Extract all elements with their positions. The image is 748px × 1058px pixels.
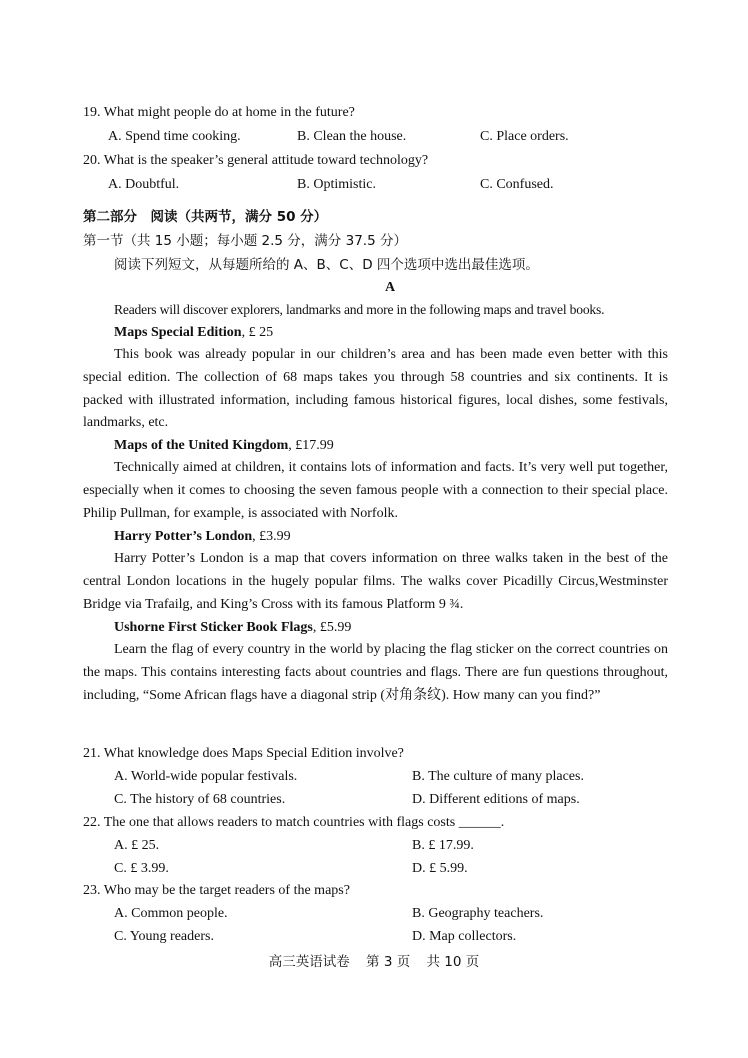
item-title-1: Maps Special Edition [114,325,242,340]
q22-option-c: C. £ 3.99. [114,861,169,876]
question-23: 23. Who may be the target readers of the maps? [83,883,350,898]
subsection-title: 第一节（共 15 小题；每小题 2.5 分，满分 37.5 分） [83,233,407,249]
passage-intro: Readers will discover explorers, landmarks and more in the following maps and travel books. [114,302,605,317]
q19-option-c: C. Place orders. [480,129,569,144]
item-text-1: This book was already popular in our children’s area and has been made even better with this special edition. The collection of 68 maps takes you through 58 countries and six continents. It is packed with illustrated information, including famous historical figures, local dishes, some festivals, landmarks, etc. [83,347,668,431]
item-title-4: Ushorne First Sticker Book Flags [114,620,313,635]
question-20: 20. What is the speaker’s general attitude toward technology? [83,153,429,168]
item-text-3: Harry Potter’s London is a map that covers information on three walks taken in the best of the central London locations in the hugely popular films. The walks cover Picadilly Circus,Westminster Bridge via Trafailg, and King’s Cross with its famous Platform 9 ¾. [83,551,668,612]
q21-option-b: B. The culture of many places. [412,769,584,784]
footer-total-pages: 共 10 页 [426,954,480,970]
item-text-2: Technically aimed at children, it contains lots of information and facts. It’s very well put together, especially when it comes to choosing the seven famous people with a connection to their special place. Philip Pullman, for example, is associated with Norfolk. [83,460,668,521]
footer-page-number: 第 3 页 [366,954,411,970]
q20-option-b: B. Optimistic. [297,177,376,192]
item-heading-2 [114,437,334,455]
item-price-1: , £ 25 [241,325,274,340]
footer-subject: 高三英语试卷 [268,954,350,970]
q23-option-b: B. Geography teachers. [412,906,544,921]
q22-option-b: B. £ 17.99. [412,838,474,853]
q20-option-c: C. Confused. [480,177,554,192]
q21-option-c: C. The history of 68 countries. [114,792,286,807]
passage-letter: A [384,280,396,295]
q21-option-a: A. World-wide popular festivals. [114,769,298,784]
item-price-4: , £5.99 [312,620,352,635]
item-price-2: , £17.99 [288,438,334,453]
instruction-text: 阅读下列短文，从每题所给的 A、B、C、D 四个选项中选出最佳选项。 [114,257,539,273]
page-footer [0,953,748,971]
item-price-3: , £3.99 [252,529,291,544]
q22-option-d: D. £ 5.99. [412,861,468,876]
q19-option-b: B. Clean the house. [297,129,407,144]
item-text-4: Learn the flag of every country in the world by placing the flag sticker on the correct countries on the maps. This contains interesting facts about countries and flags. There are fun questions throughout, including, “Some African flags have a diagonal strip (对角条纹). How many can you find?” [83,642,668,703]
question-21: 21. What knowledge does Maps Special Edition involve? [83,746,404,761]
question-22: 22. The one that allows readers to match countries with flags costs ______. [83,815,505,830]
q22-option-a: A. £ 25. [114,838,160,853]
item-title-3: Harry Potter’s London [114,529,253,544]
q21-option-d: D. Different editions of maps. [412,792,580,807]
item-title-2: Maps of the United Kingdom [114,438,289,453]
part-two-title: 第二部分 阅读（共两节，满分 50 分） [83,209,328,225]
q23-option-c: C. Young readers. [114,929,214,944]
q23-option-d: D. Map collectors. [412,929,517,944]
item-heading-4 [114,619,351,637]
q23-option-a: A. Common people. [114,906,228,921]
q19-option-a: A. Spend time cooking. [108,129,241,144]
q20-option-a: A. Doubtful. [108,177,180,192]
item-heading-3 [114,528,291,546]
item-heading-1 [114,324,273,342]
question-19: 19. What might people do at home in the future? [83,105,355,120]
